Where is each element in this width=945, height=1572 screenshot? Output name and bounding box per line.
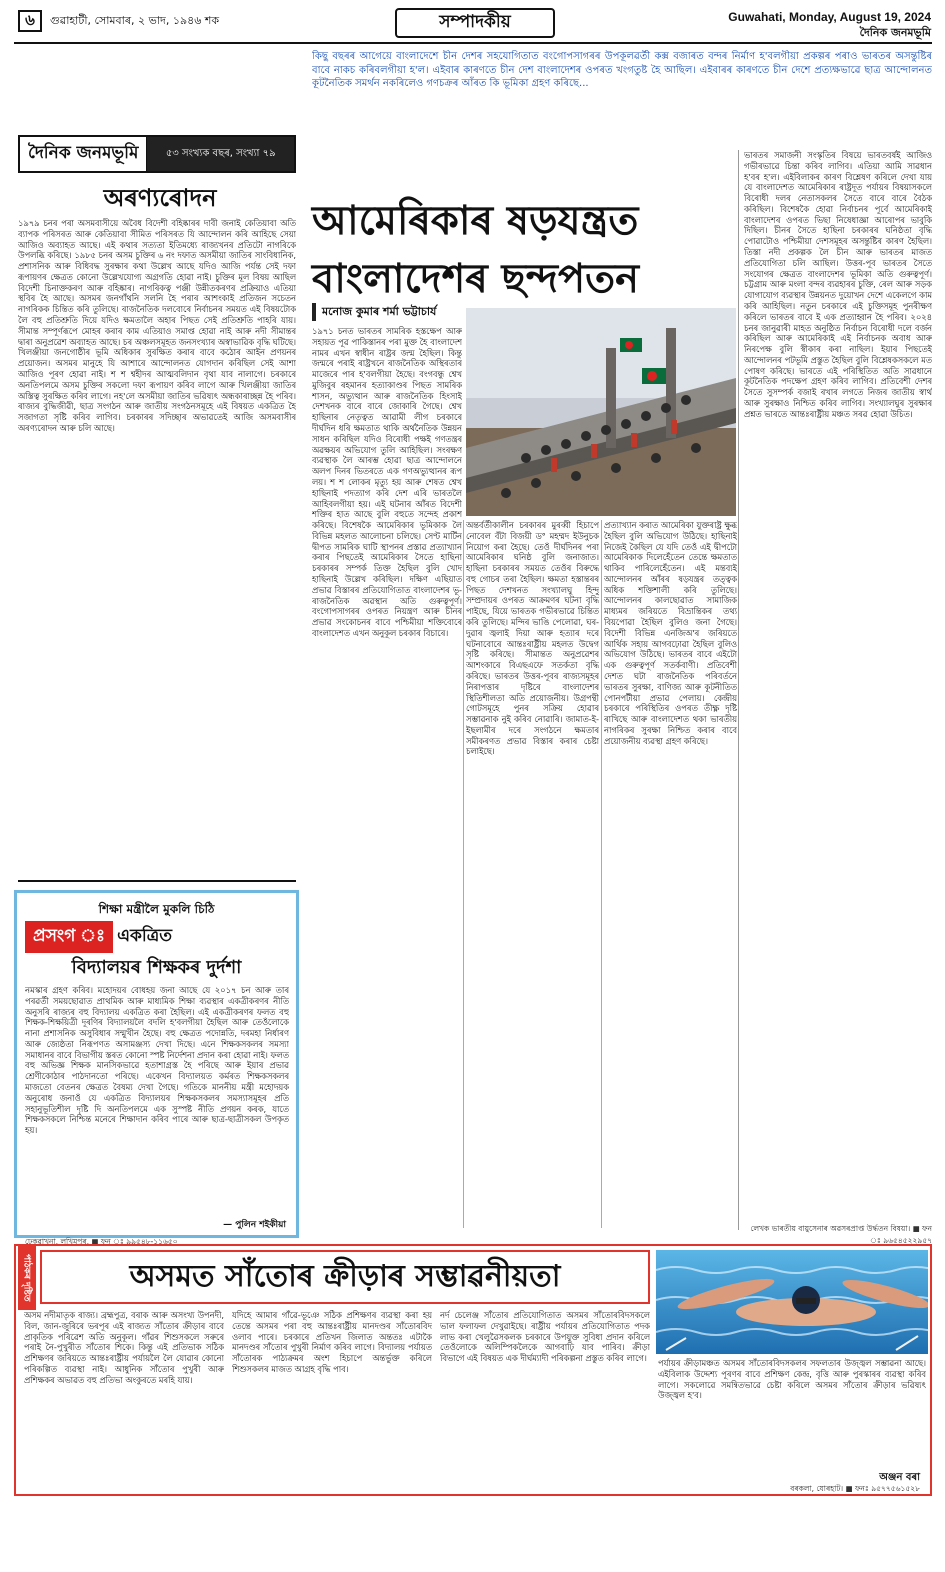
header-divider [14,42,932,44]
date-english: Guwahati, Monday, August 19, 2024 [728,10,931,24]
masthead [18,135,296,173]
article-author-footer: লেখক ভাৰতীয় বায়ুসেনাৰ অৱসৰপ্ৰাপ্ত উৰ্দ্ধতন বিষয়া। ■ ফন ঃ ৯৬৫৪৫২২৯৫৭ [750,1224,932,1245]
letters-body: নমস্কাৰ গ্ৰহণ কৰিব। মহোদয়ৰ বোধহয় জনা আছে যে ২০১৭ চন আৰু তাৰ পৰৱৰ্তী সময়ছোৱাত প্ৰাথমিক আৰু মাধ্যমিক শিক্ষা ব্যৱস্থাৰ একত্ৰীকৰণৰ নীতি অনুসৰি ৰাজ্যৰ বহু বিদ্যালয় একত্ৰিত কৰা হৈছিল। এই একত্ৰীকৰণৰ ফলত বহু শিক্ষক-শিক্ষয়িত্ৰী দূৰণিৰ বিদ্যালয়লৈ বদলি হ'বলগীয়া হৈছিল আৰু তেওঁলোকে নানা প্ৰশাসনিক অসুবিধাৰ সন্মুখীন হৈছে। বহু ক্ষেত্ৰত পদোন্নতি, দৰমহা নিৰ্ধাৰণ আৰু জ্যেষ্ঠতা নিৰূপণত অসামঞ্জস্য দেখা দিছে। এনে শিক্ষকসকলৰ সমস্যা সমাধানৰ বাবে বিভাগীয় স্তৰত কোনো স্পষ্ট নিৰ্দেশনা প্ৰদান কৰা হোৱা নাই। ফলত বহু অভিজ্ঞ শিক্ষক মানসিকভাৱে হতাশাগ্ৰস্ত হৈ পৰিছে আৰু ইয়াৰ প্ৰভাৱ শ্ৰেণীকোঠাৰ পাঠদানতো পৰিছে। একেখন বিদ্যালয়ত কৰ্মৰত শিক্ষকসকলৰ মাজতো বেতনৰ ক্ষেত্ৰত বৈষম্য দেখা গৈছে। গতিকে মাননীয় মন্ত্ৰী মহোদয়ক অনুৰোধ জনাওঁ যে একত্ৰিত বিদ্যালয়ৰ শিক্ষকসকলৰ সমস্যাসমূহৰ প্ৰতি সহানুভূতিশীল দৃষ্টি দি অনতিপলমে এক সুস্পষ্ট নীতি প্ৰণয়ন কৰক, যাতে শিক্ষকসকলে নিশ্চিন্ত মনেৰে শিক্ষাদান কৰিব পাৰে আৰু ছাত্ৰ-ছাত্ৰীসকল উপকৃত হয়। [25,985,289,1136]
column-divider [463,520,464,1228]
protest-photo [466,308,736,516]
article-byline: মনোজ কুমাৰ শৰ্মা ভট্টাচাৰ্য [312,303,460,321]
swimmer-illustration [656,1250,928,1354]
swimming-tag: পাঠকৰ দৃষ্টিত [18,1246,36,1310]
letters-title-line1: একত্ৰিত [117,926,173,946]
article-headline-line1: আমেৰিকাৰ ষড়যন্ত্ৰত [312,197,639,244]
header-left [18,10,219,32]
swimming-column-1: অসম নদীমাতৃক ৰাজ্য। ব্ৰহ্মপুত্ৰ, বৰাক আৰু অসংখ্য উপনদী, বিল, জান-জুৰিৰে ভৰপূৰ এই ৰাজ্যত সাঁতোৰ ক্ৰীড়াৰ বাবে প্ৰাকৃতিক পৰিৱেশ অতি অনুকূল। গাঁৱৰ শিশুসকলে সৰুৰে পৰাই নৈ-পুখুৰীত সাঁতোৰ শিকে। কিন্তু এই প্ৰতিভাক সঠিক প্ৰশিক্ষণৰ জৰিয়তে আন্তঃৰাষ্ট্ৰীয় পৰ্যায়লৈ লৈ যোৱাৰ কোনো পৰিকল্পিত ব্যৱস্থা নাই। আধুনিক সাঁতোৰ পুখুৰী আৰু প্ৰশিক্ষকৰ অভাৱত বহু প্ৰতিভা অংকুৰতে মৰহি যায়। [24,1310,224,1385]
editorial-body: ১৯৭৯ চনৰ পৰা অসমবাসীয়ে অবৈধ বিদেশী বহিষ্কাৰৰ দাবী জনাই কেতিয়াবা অতি ব্যাপক পৰিসৰত আৰু কেতিয়াবা সীমিত পৰিসৰত যি আন্দোলন কৰি আহিছে সেয়া আজিও অব্যাহত আছে। এই কথাৰ সত্যতা ইতিমধ্যে ৰাজ্যখনৰ প্ৰতিটো নাগৰিকে উপলব্ধি কৰিছে। ১৯৮৫ চনৰ অসম চুক্তিৰ ৬ নং দফাত অসমীয়া জাতিৰ সাংবিধানিক, প্ৰশাসনিক আৰু বিধিবদ্ধ সুৰক্ষাৰ কথা উল্লেখ আছে যদিও আজি পৰ্যন্ত সেই দফা ৰূপায়ণৰ ক্ষেত্ৰত কোনো উল্লেখযোগ্য অগ্ৰগতি হোৱা নাই। চুক্তিৰ মূল বিষয় আছিল বিদেশী চিনাক্তকৰণ আৰু বহিষ্কাৰ। নাগৰিকত্ব পঞ্জী উন্নীতকৰণৰ প্ৰক্ৰিয়াও এতিয়া স্থবিৰ হৈ আছে। অসমৰ জনগাঁথনি সলনি হৈ পৰাৰ আশংকাই প্ৰতিজন সচেতন নাগৰিকক চিন্তিত কৰি তুলিছে। ৰাজনৈতিক দলবোৰে নিৰ্বাচনৰ সময়ত এই বিষয়টোক লৈ বহু প্ৰতিশ্ৰুতি দিয়ে যদিও ক্ষমতালৈ অহাৰ পিছত সেই প্ৰতিশ্ৰুতি পাহৰি যায়। সীমান্ত সম্পূৰ্ণৰূপে মোহৰ কৰাৰ কাম এতিয়াও সমাপ্ত হোৱা নাই আৰু নদী সীমান্তৰ দ্বাৰা অনুপ্ৰৱেশ অব্যাহত আছে। চৰ অঞ্চলসমূহত জনসংখ্যাৰ অস্বাভাৱিক বৃদ্ধি ঘটিছে। খিলঞ্জীয়া জনগোষ্ঠীৰ ভূমি অধিকাৰ সুৰক্ষিত কৰাৰ বাবে কঠোৰ আইন প্ৰণয়নৰ প্ৰয়োজন। অসমৰ মানুহে যি আশাৰে আন্দোলনত যোগদান কৰিছিল সেই আশা আজিও পূৰণ হোৱা নাই। শ শ শ্বহীদৰ আত্মবলিদান বৃথা যাব নালাগে। চৰকাৰে অনতিপলমে অসম চুক্তিৰ সকলো দফা ৰূপায়ণ কৰিব লাগে আৰু খিলঞ্জীয়া জাতিৰ অস্তিত্ব সুৰক্ষিত কৰিব লাগে। নহ'লে অসমীয়া জাতিৰ ভৱিষ্যৎ অন্ধকাৰাচ্ছন্ন হৈ পৰিব। ৰাজ্যৰ বুদ্ধিজীৱী, ছাত্ৰ সংগঠন আৰু জাতীয় সংগঠনসমূহে এই বিষয়ত একত্ৰিত হৈ সজাগতা সৃষ্টি কৰিব লাগিব। চৰকাৰৰ সদিচ্ছাৰ অভাৱতেই আজি অসমবাসীৰ অৰণ্যৰোদন আৰু চলি আছে। [18,218,296,433]
swimming-column-2: যদিহে আমাৰ গাঁৱে-ভূঞে সঠিক প্ৰশিক্ষণৰ ব্যৱস্থা কৰা হয় তেন্তে অসমৰ পৰা বহু আন্তঃৰাষ্ট্ৰীয় মানদণ্ডৰ সাঁতোৰবিদ ওলাব পাৰে। চৰকাৰে প্ৰতিখন জিলাত অন্ততঃ এটাকৈ মানদণ্ডৰ সাঁতোৰ পুখুৰী নিৰ্মাণ কৰিব লাগে। বিদ্যালয় পৰ্যায়ত সাঁতোৰক পাঠ্যক্ৰমৰ অংশ হিচাপে অন্তৰ্ভুক্ত কৰিলে শিশুসকলৰ মাজত আগ্ৰহ বৃদ্ধি পাব। [232,1310,432,1374]
protest-photo-illustration [466,308,736,516]
swimming-footer: বৰকলা, যোৰহাট। ■ ফনঃ ৯৫৭৭৫৬১৫২৮ [790,1484,920,1493]
letters-title-row [25,921,172,953]
masthead-name: দৈনিক জনমভূমি [20,137,147,171]
letters-box [14,890,299,1246]
column-divider [601,520,602,1228]
paper-name: দৈনিক জনমভূমি [859,26,931,39]
article-column-1: ১৯৭১ চনত ভাৰতৰ সামৰিক হস্তক্ষেপ আৰু সহায়ত পূৱ পাকিস্তানৰ পৰা মুক্ত হৈ বাংলাদেশ নামৰ এখন স্বাধীন ৰাষ্ট্ৰৰ জন্ম হৈছিল। কিন্তু জন্মৰে পৰাই ৰাষ্ট্ৰখনে ৰাজনৈতিক অস্থিৰতাৰ মাজেৰে পাৰ হ'বলগীয়া হৈছে। বংগবন্ধু শ্বেখ মুজিবুৰ ৰহমানৰ হত্যাকাণ্ডৰ পিছত সামৰিক শাসন, অভ্যুত্থান আৰু ৰাজনৈতিক হিংসাই দেশখনক বাৰে বাৰে জোকাৰি গৈছে। শ্বেখ হাছিনাৰ নেতৃত্বত আৱামী লীগ চৰকাৰে দীৰ্ঘদিন ধৰি ক্ষমতাত থাকি অৰ্থনৈতিক উন্নয়ন সাধন কৰিছিল যদিও বিৰোধী পক্ষই গণতন্ত্ৰৰ অৱক্ষয়ৰ অভিযোগ তুলি আহিছিল। সংৰক্ষণ ব্যৱস্থাক লৈ আৰম্ভ হোৱা ছাত্ৰ আন্দোলনে অলপ দিনৰ ভিতৰতে এক গণঅভ্যুত্থানৰ ৰূপ লয়। শ শ লোকৰ মৃত্যু হয় আৰু শেষত শ্বেখ হাছিনাই পদত্যাগ কৰি দেশ এৰি ভাৰতলৈ আহিবলগীয়া হয়। এই ঘটনাৰ আঁৰত বিদেশী শক্তিৰ হাত আছে বুলি বহুতে সন্দেহ প্ৰকাশ কৰিছে। বিশেষকৈ আমেৰিকাৰ ভূমিকাক লৈ বিভিন্ন মহলত আলোচনা চলিছে। সেণ্ট মাৰ্টিন দ্বীপত সামৰিক ঘাটি স্থাপনৰ প্ৰস্তাৱ প্ৰত্যাখ্যান কৰাৰ পিছতেই আমেৰিকাৰ সৈতে হাছিনা চৰকাৰৰ সম্পৰ্ক তিক্ত হৈছিল বুলি খোদ হাছিনাই উল্লেখ কৰিছিল। দক্ষিণ এছিয়াত প্ৰভাৱ বিস্তাৰৰ প্ৰতিযোগিতাত বাংলাদেশৰ ভূ-ৰাজনৈতিক অৱস্থান অতি গুৰুত্বপূৰ্ণ। বংগোপসাগৰৰ ওপৰত নিয়ন্ত্ৰণ আৰু চীনৰ প্ৰভাৱ সংকোচনৰ বাবে পশ্চিমীয়া শক্তিবোৰে বাংলাদেশত এখন অনুকূল চৰকাৰ বিচাৰে। [312,326,462,638]
column-divider [738,150,739,1230]
masthead-issue: ৫৩ সংখ্যক বছৰ, সংখ্যা ৭৯ [147,137,294,171]
letters-label: শিক্ষা মন্ত্ৰীলৈ মুকলি চিঠি [98,902,215,916]
article-intro: কিছু বছৰৰ আগেয়ে বাংলাদেশে চীন দেশৰ সহযোগিতাত বংগোপসাগৰৰ উপকূলৱৰ্তী কক্স বজাৰত বন্দৰ নিৰ্মাণ হ'বলগীয়া প্ৰকল্পৰ পৰাও ভাৰতৰ অসন্তুষ্টিৰ বাবে নাকচ কৰিবলগীয়া হ'ল। এইবাৰ কাৰণতে চীন দেশ বাংলাদেশৰ ওপৰত খংগতুষ্ট হৈ আছিল। এইবাৰৰ কাৰণতে চীন দেশে প্ৰত্যক্ষভাৱে ছাত্ৰ আন্দোলনত কূটনৈতিক সমৰ্থন নকৰিলেও গণচক্ৰৰ আঁৰত কি ভূমিকা গ্ৰহণ কৰিছে... [312,51,932,89]
article-headline-line2: বাংলাদেশৰ ছন্দপতন [312,255,640,302]
editorial-divider [18,880,296,882]
swimmer-photo [656,1250,928,1354]
swimming-box [14,1244,932,1496]
header-right [728,10,931,43]
swimming-column-4: পৰ্যায়ৰ ক্ৰীড়ামঞ্চত অসমৰ সাঁতোৰবিদসকলৰ সফলতাৰ উজ্জ্বল সম্ভাৱনা আছে। এইবিলাক উদ্দেশ্য পূৰণৰ বাবে প্ৰশিক্ষণ কেন্দ্ৰ, বৃত্তি আৰু পুৰস্কাৰৰ ব্যৱস্থা কৰিব লাগে। সকলোৱে সমন্বিতভাৱে চেষ্টা কৰিলে অসমৰ সাঁতোৰ ক্ৰীড়াৰ ভৱিষ্যৎ উজ্জ্বল হ'ব। [658,1358,926,1401]
letters-prasanga-badge: প্ৰসংগ ঃ [25,921,113,953]
letters-author: — পুলিন শইকীয়া [223,1220,286,1230]
page-number: ৬ [18,10,42,32]
editorial-title: অৰণ্যৰোদন [103,183,217,212]
swimming-column-3: নৰ্দ চেলেঞ্জ সাঁতোৰ প্ৰতিযোগিতাত অসমৰ সাঁতোৰবিদসকলে ভাল ফলাফল দেখুৱাইছে। ৰাষ্ট্ৰীয় পৰ্যায়ৰ প্ৰতিযোগিতাত পদক লাভ কৰা খেলুৱৈসকলক চৰকাৰে উপযুক্ত সুবিধা প্ৰদান কৰিলে তেওঁলোকে অলিম্পিকলৈকে আগবাঢ়ি যাব পাৰিব। ক্ৰীড়া বিভাগে এই বিষয়ত এক দীৰ্ঘম্যাদী পৰিকল্পনা প্ৰস্তুত কৰিব লাগে। [440,1310,650,1364]
swimming-title: অসমত সাঁতোৰ ক্ৰীড়াৰ সম্ভাৱনীয়তা [40,1250,650,1304]
swimming-author: অঞ্জন বৰা [879,1472,920,1483]
article-column-4: ভাৰতৰ সমাজনী সংস্কৃতিৰ বিষয়ে ভাৰতবৰ্ষই আজিও গভীৰভাৱে চিন্তা কৰিব লাগিব। এতিয়া আমি সাৱধান হ'বৰ হ'ল। এইবিলাকৰ কাৰণ বিশ্লেষণ কৰিলে দেখা যায় যে বাংলাদেশত আমেৰিকাৰ ৰাষ্ট্ৰদূত পৰ্যায়ৰ বিষয়াসকলে বিৰোধী দলৰ নেতাসকলৰ সৈতে বাৰে বাৰে বৈঠক কৰিছিল। বিশেষকৈ হোৱা নিৰ্বাচনৰ পূৰ্বে আমেৰিকাই বাংলাদেশৰ ওপৰত ভিছা নিষেধাজ্ঞা আৰোপৰ ভাবুকি দিছিল। চীনৰ সৈতে হাছিনা চৰকাৰৰ ঘনিষ্ঠতা বৃদ্ধি পোৱাটোও পশ্চিমীয়া দেশসমূহৰ অসন্তুষ্টিৰ কাৰণ হৈছিল। তিস্তা নদী প্ৰকল্পক লৈ চীন আৰু ভাৰতৰ মাজত প্ৰতিযোগিতা চলি আছিল। উত্তৰ-পূব ভাৰতৰ সৈতে সংযোগৰ ক্ষেত্ৰত বাংলাদেশৰ ভূমিকা অতি গুৰুত্বপূৰ্ণ। চট্টগ্ৰাম আৰু মংলা বন্দৰ ব্যৱহাৰৰ চুক্তি, ৰেল আৰু সড়ক যোগাযোগ ব্যৱস্থাৰ উন্নয়নত দুয়োখন দেশে একেলগে কাম কৰি আহিছিল। নতুন চৰকাৰে এই চুক্তিসমূহ পুনৰীক্ষণ কৰিলে ভাৰতৰ বাবে ই এক প্ৰত্যাহ্বান হৈ পৰিব। ২০২৪ চনৰ জানুৱাৰী মাহত অনুষ্ঠিত নিৰ্বাচন বিৰোধী দলে বৰ্জন কৰিছিল আৰু আমেৰিকাই এই নিৰ্বাচনক অবাধ আৰু নিৰপেক্ষ বুলি স্বীকাৰ কৰা নাছিল। ইয়াৰ পিছতেই আন্দোলনৰ পটভূমি প্ৰস্তুত হৈছিল বুলি বিশ্লেষকসকলে মত পোষণ কৰিছে। ভাৰতে এই পৰিস্থিতিত অতি সাৱধানে কূটনৈতিক পদক্ষেপ গ্ৰহণ কৰিব লাগিব। প্ৰতিবেশী দেশৰ সৈতে সুসম্পৰ্ক বজাই ৰখাৰ লগতে নিজৰ জাতীয় স্বাৰ্থ আৰু সুৰক্ষাও নিশ্চিত কৰিব লাগিব। সংখ্যালঘুৰ সুৰক্ষাৰ প্ৰশ্নত ভাৰতে আন্তঃৰাষ্ট্ৰীয় মঞ্চত সৰৱ হোৱা উচিত। [744,150,932,419]
article-column-3: প্ৰত্যাখ্যান কৰাত আমেৰিকা যুক্তৰাষ্ট্ৰ ক্ষুব্ধ হৈছিল বুলি অভিযোগ উঠিছে। হাছিনাই নিজেই কৈছিল যে যদি তেওঁ এই দ্বীপটো আমেৰিকাক দিলেহেঁতেন তেন্তে ক্ষমতাত থাকিব পাৰিলেহেঁতেন। এই মন্তব্যই আন্দোলনৰ আঁৰৰ ষড়যন্ত্ৰৰ তত্ত্বক অধিক শক্তিশালী কৰি তুলিছে। আন্দোলনৰ কালছোৱাত সামাজিক মাধ্যমৰ জৰিয়তে বিভ্ৰান্তিকৰ তথ্য বিয়পোৱা হৈছিল বুলিও জনা গৈছে। বিদেশী বিভিন্ন এনজিঅ'ৰ জৰিয়তে আৰ্থিক সহায় আগবঢ়োৱা হৈছিল বুলিও অভিযোগ উঠিছে। ভাৰতৰ বাবে এইটো এক গুৰুত্বপূৰ্ণ সতৰ্কবাণী। প্ৰতিবেশী দেশত ঘটা ৰাজনৈতিক পৰিবৰ্তনে ভাৰতৰ সুৰক্ষা, বাণিজ্য আৰু কূটনীতিত পোনপটীয়া প্ৰভাৱ পেলায়। কেন্দ্ৰীয় চৰকাৰে পৰিস্থিতিৰ ওপৰত তীক্ষ্ণ দৃষ্টি ৰাখিছে আৰু বাংলাদেশত থকা ভাৰতীয় নাগৰিকৰ সুৰক্ষা নিশ্চিত কৰাৰ বাবে প্ৰয়োজনীয় ব্যৱস্থা গ্ৰহণ কৰিছে। [604,520,737,746]
letters-title-line2: বিদ্যালয়ৰ শিক্ষকৰ দুৰ্দশা [71,957,242,978]
article-column-2: অন্তৰ্বৰ্তীকালীন চৰকাৰৰ মুৰব্বী হিচাপে নোবেল বঁটা বিজয়ী ড° মহম্মদ ইউনুচক নিয়োগ কৰা হৈছে। তেওঁ দীৰ্ঘদিনৰ পৰা আমেৰিকাৰ ঘনিষ্ঠ বুলি জনাজাত। হাছিনা চৰকাৰৰ সময়ত তেওঁৰ বিৰুদ্ধে বহু গোচৰ তৰা হৈছিল। ক্ষমতা হস্তান্তৰৰ পিছত দেশখনত সংখ্যালঘু হিন্দু সম্প্ৰদায়ৰ ওপৰত আক্ৰমণৰ ঘটনা বৃদ্ধি পাইছে, যিয়ে ভাৰতক গভীৰভাৱে চিন্তিত কৰি তুলিছে। মন্দিৰ ভাঙি পেলোৱা, ঘৰ-দুৱাৰ জ্বলাই দিয়া আৰু হত্যাৰ দৰে ঘটনাবোৰে আন্তঃৰাষ্ট্ৰীয় মহলত উদ্বেগ সৃষ্টি কৰিছে। সীমান্তত অনুপ্ৰৱেশৰ আশংকাৰে বিএছএফে সতৰ্কতা বৃদ্ধি কৰিছে। ভাৰতৰ উত্তৰ-পূবৰ ৰাজ্যসমূহৰ নিৰাপত্তাৰ দৃষ্টিৰে বাংলাদেশৰ স্থিতিশীলতা অতি প্ৰয়োজনীয়। উগ্ৰপন্থী গোটসমূহে পুনৰ সক্ৰিয় হোৱাৰ সম্ভাৱনাক নুই কৰিব নোৱাৰি। জামাত-ই-ইছলামীৰ দৰে সংগঠনে ক্ষমতাৰ সমীকৰণত প্ৰভাৱ বিস্তাৰ কৰাৰ চেষ্টা চলাইছে। [466,520,599,757]
date-assamese: গুৱাহাটী, সোমবাৰ, ২ ভাদ, ১৯৪৬ শক [50,13,220,27]
section-title: সম্পাদকীয় [395,8,555,38]
letters-footer: ঢেকুৱাখনা, লখিমপুৰ, ■ ফন ঃ ৯৯৫৪৮-১১৬৫০ [25,1237,178,1246]
